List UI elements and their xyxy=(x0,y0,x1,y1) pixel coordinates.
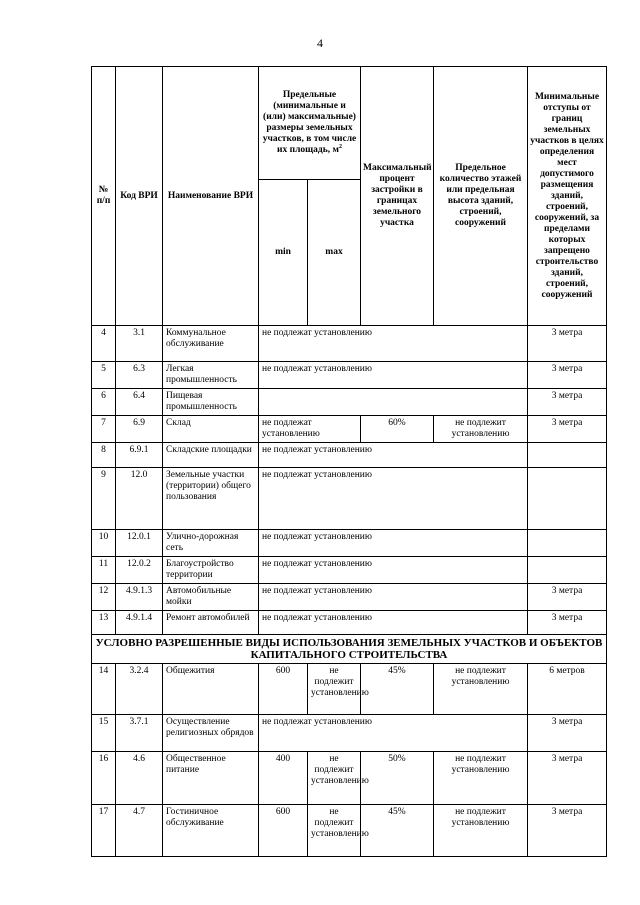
table-cell: 3 метра xyxy=(528,715,607,752)
table-cell: 6 метров xyxy=(528,664,607,715)
table-cell: 3 метра xyxy=(528,805,607,857)
table-cell: 3 метра xyxy=(528,326,607,362)
section-header-row xyxy=(92,635,607,664)
table-row xyxy=(92,805,607,857)
table-cell: 14 xyxy=(92,664,116,715)
table-cell: 600 xyxy=(259,805,308,857)
table-cell: 6.4 xyxy=(116,389,163,416)
table-cell: не подлежит установлению xyxy=(434,664,528,715)
table-cell: не подлежат установлению xyxy=(259,326,528,362)
table-cell: 17 xyxy=(92,805,116,857)
table-row xyxy=(92,752,607,805)
page-number: 4 xyxy=(317,36,323,50)
table-cell: не подлежат установлению xyxy=(259,557,528,584)
table-cell xyxy=(259,389,528,416)
table-cell: не подлежат установлению xyxy=(259,416,361,443)
table-cell: 12.0 xyxy=(116,468,163,530)
table-cell: Благоустройство территории xyxy=(163,557,259,584)
table-row xyxy=(92,584,607,611)
table-cell: 3 метра xyxy=(528,752,607,805)
table-cell: 12.0.1 xyxy=(116,530,163,557)
section-title: УСЛОВНО РАЗРЕШЕННЫЕ ВИДЫ ИСПОЛЬЗОВАНИЯ ЗЕМЕЛЬНЫХ УЧАСТКОВ И ОБЪЕКТОВ КАПИТАЛЬНОГО СТРОИТЕЛЬСТВА xyxy=(92,635,607,664)
table-cell: Осуществление религиозных обрядов xyxy=(163,715,259,752)
header-code: Код ВРИ xyxy=(116,67,163,326)
header-min: min xyxy=(259,180,308,326)
table-cell: не подлежат установлению xyxy=(259,584,528,611)
table-cell: 600 xyxy=(259,664,308,715)
table-cell: 3 метра xyxy=(528,389,607,416)
header-max-percent: Максимальный процент застройки в границах земельного участка xyxy=(361,67,434,326)
table-cell: Коммунальное обслуживание xyxy=(163,326,259,362)
table-cell: 12 xyxy=(92,584,116,611)
table-row xyxy=(92,389,607,416)
table-row xyxy=(92,362,607,389)
table-cell: 5 xyxy=(92,362,116,389)
table-cell: не подлежат установлению xyxy=(259,530,528,557)
table-cell: не подлежит установлению xyxy=(434,805,528,857)
header-floors: Предельное количество этажей или предельная высота зданий, строений, сооружений xyxy=(434,67,528,326)
table-cell: 3 метра xyxy=(528,611,607,635)
table-cell: 3.1 xyxy=(116,326,163,362)
table-cell: 45% xyxy=(361,664,434,715)
table-cell: 4.7 xyxy=(116,805,163,857)
header-name: Наименование ВРИ xyxy=(163,67,259,326)
table-row xyxy=(92,468,607,530)
table-cell: 3 метра xyxy=(528,416,607,443)
table-cell: 15 xyxy=(92,715,116,752)
table-cell: 3.2.4 xyxy=(116,664,163,715)
table-cell: Складские площадки xyxy=(163,443,259,468)
header-setback: Минимальные отступы от границ земельных участков в целях определения мест допустимого размещения зданий, строений, сооружений, за пределами которых запрещено строительство зданий, строений, сооружений xyxy=(528,67,607,326)
table-cell: 13 xyxy=(92,611,116,635)
table-cell: 6.9.1 xyxy=(116,443,163,468)
table-cell: не подлежит установлению xyxy=(308,664,361,715)
table-cell: не подлежит установлению xyxy=(308,752,361,805)
table-cell: 3 метра xyxy=(528,362,607,389)
table-cell xyxy=(528,443,607,468)
table-cell: 11 xyxy=(92,557,116,584)
table-cell: Улично-дорожная сеть xyxy=(163,530,259,557)
table-cell: Гостиничное обслуживание xyxy=(163,805,259,857)
table-cell: не подлежат установлению xyxy=(259,468,528,530)
table-row xyxy=(92,416,607,443)
table-cell xyxy=(528,530,607,557)
table-cell: 3 метра xyxy=(528,584,607,611)
regulations-table xyxy=(91,66,607,857)
table-cell: не подлежит установлению xyxy=(434,416,528,443)
table-row xyxy=(92,530,607,557)
table-cell: Общественное питание xyxy=(163,752,259,805)
table-cell: 50% xyxy=(361,752,434,805)
table-cell: Легкая промышленность xyxy=(163,362,259,389)
table-row xyxy=(92,715,607,752)
table-cell: 45% xyxy=(361,805,434,857)
table-cell: 7 xyxy=(92,416,116,443)
table-row xyxy=(92,664,607,715)
table-cell xyxy=(528,468,607,530)
header-max: max xyxy=(308,180,361,326)
table-cell: 60% xyxy=(361,416,434,443)
header-plot-sizes: Предельные (минимальные и (или) максимальные) размеры земельных участков, в том числе их площадь, $м^2$ xyxy=(259,67,361,180)
table-cell: 3.7.1 xyxy=(116,715,163,752)
table-cell: 4.9.1.3 xyxy=(116,584,163,611)
header-num: № п/п xyxy=(92,67,116,326)
table-row xyxy=(92,326,607,362)
table-cell: Склад xyxy=(163,416,259,443)
table-cell: не подлежат установлению xyxy=(259,362,528,389)
table-cell: Пищевая промышленность xyxy=(163,389,259,416)
table-cell: 8 xyxy=(92,443,116,468)
table-cell: Земельные участки (территории) общего пользования xyxy=(163,468,259,530)
table-cell: не подлежат установлению xyxy=(259,443,528,468)
table-cell: 4.9.1.4 xyxy=(116,611,163,635)
table-cell: Ремонт автомобилей xyxy=(163,611,259,635)
table-cell: 9 xyxy=(92,468,116,530)
table-cell: 6 xyxy=(92,389,116,416)
table-cell: Общежития xyxy=(163,664,259,715)
table-cell: 400 xyxy=(259,752,308,805)
table-cell: 12.0.2 xyxy=(116,557,163,584)
table-cell: 16 xyxy=(92,752,116,805)
table-cell: 4.6 xyxy=(116,752,163,805)
table-cell: Автомобильные мойки xyxy=(163,584,259,611)
table-cell: не подлежит установлению xyxy=(434,752,528,805)
table-cell: не подлежат установлению xyxy=(259,715,528,752)
table-cell: не подлежит установлению xyxy=(308,805,361,857)
table-row xyxy=(92,557,607,584)
table-cell: 6.3 xyxy=(116,362,163,389)
table-cell: 6.9 xyxy=(116,416,163,443)
table-row xyxy=(92,611,607,635)
table-cell: не подлежат установлению xyxy=(259,611,528,635)
table-cell: 10 xyxy=(92,530,116,557)
table-row xyxy=(92,443,607,468)
table-cell: 4 xyxy=(92,326,116,362)
table-cell xyxy=(528,557,607,584)
